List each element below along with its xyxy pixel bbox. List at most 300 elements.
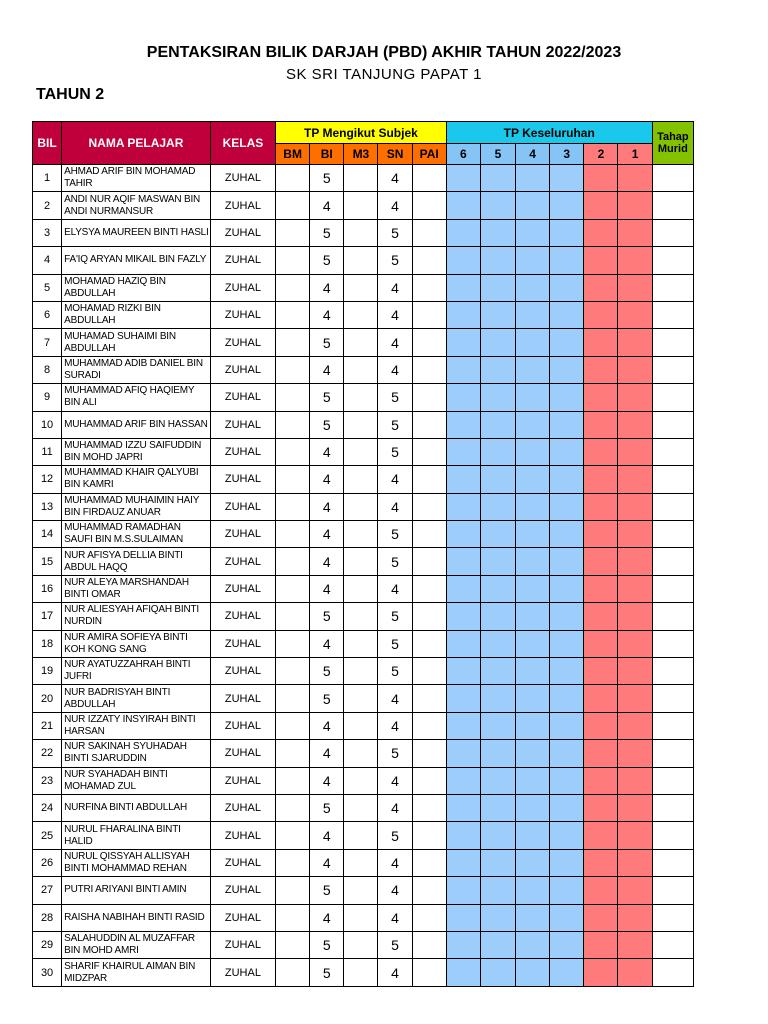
row-tahap xyxy=(652,247,693,274)
row-level-cell xyxy=(550,931,584,958)
table-row xyxy=(33,356,694,383)
row-score-pai xyxy=(412,767,446,794)
table-row xyxy=(33,904,694,931)
row-level-cell xyxy=(516,165,550,192)
row-level-cell xyxy=(446,685,480,712)
row-level-cell xyxy=(446,521,480,548)
row-score-sn: 5 xyxy=(378,438,412,465)
row-score-m3 xyxy=(344,438,378,465)
row-score-m3 xyxy=(344,904,378,931)
row-score-pai xyxy=(412,685,446,712)
header-kelas: KELAS xyxy=(210,122,275,165)
row-tahap xyxy=(652,931,693,958)
row-score-m3 xyxy=(344,822,378,849)
row-level-cell xyxy=(618,712,652,739)
row-score-sn: 5 xyxy=(378,740,412,767)
table-row xyxy=(33,959,694,986)
row-level-cell xyxy=(516,219,550,246)
row-kelas: ZUHAL xyxy=(210,192,275,219)
row-kelas: ZUHAL xyxy=(210,356,275,383)
row-score-sn: 5 xyxy=(378,931,412,958)
row-name: MUHAMMAD MUHAIMIN HAIY BIN FIRDAUZ ANUAR xyxy=(62,493,211,520)
row-tahap xyxy=(652,740,693,767)
row-score-m3 xyxy=(344,356,378,383)
row-level-cell xyxy=(446,411,480,438)
row-level-cell xyxy=(584,493,618,520)
row-score-sn: 4 xyxy=(378,849,412,876)
row-name: SHARIF KHAIRUL AIMAN BIN MIDZPAR xyxy=(62,959,211,986)
row-name: NUR IZZATY INSYIRAH BINTI HARSAN xyxy=(62,712,211,739)
row-level-cell xyxy=(550,165,584,192)
row-score-bm xyxy=(276,849,310,876)
row-kelas: ZUHAL xyxy=(210,575,275,602)
row-tahap xyxy=(652,438,693,465)
row-level-cell xyxy=(550,384,584,411)
row-level-cell xyxy=(516,740,550,767)
row-level-cell xyxy=(516,658,550,685)
row-level-cell xyxy=(516,548,550,575)
row-score-bi: 4 xyxy=(310,630,344,657)
row-score-bi: 5 xyxy=(310,603,344,630)
row-score-bm xyxy=(276,438,310,465)
row-level-cell xyxy=(480,466,515,493)
row-level-cell xyxy=(480,658,515,685)
row-score-bm xyxy=(276,630,310,657)
row-score-sn: 5 xyxy=(378,384,412,411)
row-level-cell xyxy=(480,904,515,931)
year-label: TAHUN 2 xyxy=(36,86,105,103)
row-score-pai xyxy=(412,192,446,219)
row-kelas: ZUHAL xyxy=(210,548,275,575)
row-level-cell xyxy=(446,274,480,301)
row-level-cell xyxy=(550,575,584,602)
row-level-cell xyxy=(516,904,550,931)
row-level-cell xyxy=(618,438,652,465)
row-score-pai xyxy=(412,301,446,328)
row-level-cell xyxy=(584,192,618,219)
row-kelas: ZUHAL xyxy=(210,822,275,849)
row-score-bm xyxy=(276,712,310,739)
row-score-bm xyxy=(276,192,310,219)
row-level-cell xyxy=(550,767,584,794)
table-row xyxy=(33,493,694,520)
row-level-cell xyxy=(618,493,652,520)
table-row xyxy=(33,575,694,602)
row-score-m3 xyxy=(344,959,378,986)
row-kelas: ZUHAL xyxy=(210,877,275,904)
row-level-cell xyxy=(584,329,618,356)
row-score-sn: 5 xyxy=(378,630,412,657)
row-level-cell xyxy=(446,603,480,630)
row-score-m3 xyxy=(344,384,378,411)
row-level-cell xyxy=(584,301,618,328)
row-tahap xyxy=(652,466,693,493)
row-name: NURUL QISSYAH ALLISYAH BINTI MOHAMMAD REHAN xyxy=(62,849,211,876)
row-score-bi: 5 xyxy=(310,959,344,986)
row-score-bi: 5 xyxy=(310,247,344,274)
row-level-cell xyxy=(618,685,652,712)
header-subject-bm: BM xyxy=(276,144,310,165)
row-score-pai xyxy=(412,712,446,739)
row-tahap xyxy=(652,630,693,657)
row-level-cell xyxy=(516,603,550,630)
row-score-bm xyxy=(276,685,310,712)
row-score-pai xyxy=(412,904,446,931)
row-tahap xyxy=(652,712,693,739)
row-score-pai xyxy=(412,548,446,575)
row-level-cell xyxy=(516,438,550,465)
row-score-bi: 4 xyxy=(310,904,344,931)
row-score-sn: 4 xyxy=(378,192,412,219)
row-level-cell xyxy=(618,822,652,849)
row-level-cell xyxy=(480,219,515,246)
row-level-cell xyxy=(618,384,652,411)
row-kelas: ZUHAL xyxy=(210,493,275,520)
row-score-pai xyxy=(412,247,446,274)
table-row xyxy=(33,877,694,904)
row-level-cell xyxy=(446,822,480,849)
row-score-bi: 4 xyxy=(310,740,344,767)
row-level-cell xyxy=(516,192,550,219)
row-score-sn: 4 xyxy=(378,493,412,520)
row-level-cell xyxy=(480,740,515,767)
row-score-bi: 5 xyxy=(310,219,344,246)
row-bil: 14 xyxy=(33,521,62,548)
row-name: ANDI NUR AQIF MASWAN BIN ANDI NURMANSUR xyxy=(62,192,211,219)
table-row xyxy=(33,603,694,630)
row-level-cell xyxy=(446,904,480,931)
header-tahap: Tahap Murid xyxy=(652,122,693,165)
row-level-cell xyxy=(446,630,480,657)
row-level-cell xyxy=(618,192,652,219)
row-level-cell xyxy=(618,301,652,328)
row-level-cell xyxy=(550,329,584,356)
row-bil: 3 xyxy=(33,219,62,246)
row-score-bm xyxy=(276,219,310,246)
row-kelas: ZUHAL xyxy=(210,466,275,493)
row-level-cell xyxy=(618,849,652,876)
row-name: NUR BADRISYAH BINTI ABDULLAH xyxy=(62,685,211,712)
header-subject-pai: PAI xyxy=(412,144,446,165)
row-score-sn: 4 xyxy=(378,959,412,986)
row-name: NURUL FHARALINA BINTI HALID xyxy=(62,822,211,849)
row-score-sn: 4 xyxy=(378,575,412,602)
header-subject-sn: SN xyxy=(378,144,412,165)
row-level-cell xyxy=(446,466,480,493)
row-level-cell xyxy=(480,959,515,986)
row-level-cell xyxy=(516,685,550,712)
table-row xyxy=(33,794,694,821)
row-level-cell xyxy=(446,493,480,520)
row-name: NURFINA BINTI ABDULLAH xyxy=(62,794,211,821)
row-name: RAISHA NABIHAH BINTI RASID xyxy=(62,904,211,931)
row-level-cell xyxy=(550,603,584,630)
header-level-2: 2 xyxy=(584,144,618,165)
table-row xyxy=(33,438,694,465)
table-row xyxy=(33,219,694,246)
row-level-cell xyxy=(584,219,618,246)
row-score-bm xyxy=(276,247,310,274)
header-tp-subject: TP Mengikut Subjek xyxy=(276,122,447,144)
row-level-cell xyxy=(480,767,515,794)
row-level-cell xyxy=(550,466,584,493)
row-level-cell xyxy=(446,192,480,219)
row-name: FA'IQ ARYAN MIKAIL BIN FAZLY xyxy=(62,247,211,274)
row-level-cell xyxy=(584,822,618,849)
row-score-sn: 5 xyxy=(378,822,412,849)
row-level-cell xyxy=(618,274,652,301)
row-score-sn: 4 xyxy=(378,466,412,493)
row-level-cell xyxy=(584,384,618,411)
row-level-cell xyxy=(480,548,515,575)
header-bil: BIL xyxy=(33,122,62,165)
row-level-cell xyxy=(584,466,618,493)
row-bil: 28 xyxy=(33,904,62,931)
table-row xyxy=(33,712,694,739)
row-score-bm xyxy=(276,493,310,520)
row-level-cell xyxy=(618,794,652,821)
row-level-cell xyxy=(550,959,584,986)
row-bil: 22 xyxy=(33,740,62,767)
row-level-cell xyxy=(516,959,550,986)
row-level-cell xyxy=(550,493,584,520)
row-level-cell xyxy=(618,575,652,602)
row-tahap xyxy=(652,877,693,904)
row-level-cell xyxy=(584,794,618,821)
row-score-bi: 4 xyxy=(310,438,344,465)
row-tahap xyxy=(652,548,693,575)
row-score-bi: 4 xyxy=(310,493,344,520)
row-kelas: ZUHAL xyxy=(210,274,275,301)
row-score-bi: 4 xyxy=(310,822,344,849)
row-score-bm xyxy=(276,931,310,958)
row-bil: 23 xyxy=(33,767,62,794)
row-score-bm xyxy=(276,466,310,493)
row-score-m3 xyxy=(344,219,378,246)
row-name: MUHAMMAD ARIF BIN HASSAN xyxy=(62,411,211,438)
row-score-bm xyxy=(276,384,310,411)
row-tahap xyxy=(652,192,693,219)
school-name: SK SRI TANJUNG PAPAT 1 xyxy=(285,66,483,83)
row-score-bi: 4 xyxy=(310,521,344,548)
row-level-cell xyxy=(516,630,550,657)
table-row xyxy=(33,411,694,438)
row-level-cell xyxy=(550,521,584,548)
table-row xyxy=(33,165,694,192)
row-level-cell xyxy=(446,329,480,356)
row-name: MUHAMMAD KHAIR QALYUBI BIN KAMRI xyxy=(62,466,211,493)
row-tahap xyxy=(652,411,693,438)
row-tahap xyxy=(652,329,693,356)
row-level-cell xyxy=(480,247,515,274)
row-level-cell xyxy=(584,575,618,602)
row-score-m3 xyxy=(344,165,378,192)
table-row xyxy=(33,849,694,876)
table-row xyxy=(33,192,694,219)
table-row xyxy=(33,384,694,411)
row-score-sn: 5 xyxy=(378,603,412,630)
row-level-cell xyxy=(550,247,584,274)
row-level-cell xyxy=(516,274,550,301)
row-score-m3 xyxy=(344,658,378,685)
row-score-pai xyxy=(412,356,446,383)
row-score-bm xyxy=(276,740,310,767)
row-level-cell xyxy=(618,603,652,630)
row-score-m3 xyxy=(344,877,378,904)
row-score-m3 xyxy=(344,849,378,876)
row-name: PUTRI ARIYANI BINTI AMIN xyxy=(62,877,211,904)
table-row xyxy=(33,931,694,958)
header-level-6: 6 xyxy=(446,144,480,165)
table-row xyxy=(33,630,694,657)
row-score-bm xyxy=(276,356,310,383)
row-score-m3 xyxy=(344,192,378,219)
row-name: NUR AYATUZZAHRAH BINTI JUFRI xyxy=(62,658,211,685)
row-level-cell xyxy=(446,356,480,383)
row-level-cell xyxy=(584,603,618,630)
row-bil: 26 xyxy=(33,849,62,876)
row-score-sn: 5 xyxy=(378,658,412,685)
row-level-cell xyxy=(550,356,584,383)
row-score-bm xyxy=(276,904,310,931)
row-level-cell xyxy=(618,904,652,931)
row-level-cell xyxy=(480,384,515,411)
row-level-cell xyxy=(446,877,480,904)
row-bil: 7 xyxy=(33,329,62,356)
row-score-pai xyxy=(412,822,446,849)
row-level-cell xyxy=(480,493,515,520)
row-score-bi: 5 xyxy=(310,931,344,958)
row-score-sn: 4 xyxy=(378,877,412,904)
row-level-cell xyxy=(550,630,584,657)
row-name: MOHAMAD RIZKI BIN ABDULLAH xyxy=(62,301,211,328)
row-level-cell xyxy=(618,247,652,274)
row-name: MUHAMMAD AFIQ HAQIEMY BIN ALI xyxy=(62,384,211,411)
row-level-cell xyxy=(446,548,480,575)
row-score-bi: 5 xyxy=(310,658,344,685)
row-level-cell xyxy=(516,329,550,356)
row-level-cell xyxy=(480,165,515,192)
row-level-cell xyxy=(584,165,618,192)
row-score-bm xyxy=(276,959,310,986)
row-score-bi: 5 xyxy=(310,165,344,192)
row-level-cell xyxy=(480,438,515,465)
row-level-cell xyxy=(516,849,550,876)
row-score-m3 xyxy=(344,740,378,767)
row-level-cell xyxy=(550,822,584,849)
row-bil: 12 xyxy=(33,466,62,493)
row-level-cell xyxy=(516,411,550,438)
header-level-1: 1 xyxy=(618,144,652,165)
row-bil: 6 xyxy=(33,301,62,328)
row-kelas: ZUHAL xyxy=(210,411,275,438)
table-row xyxy=(33,658,694,685)
header-name: NAMA PELAJAR xyxy=(62,122,211,165)
row-bil: 2 xyxy=(33,192,62,219)
row-level-cell xyxy=(584,931,618,958)
row-score-bm xyxy=(276,658,310,685)
row-bil: 1 xyxy=(33,165,62,192)
row-bil: 5 xyxy=(33,274,62,301)
row-level-cell xyxy=(446,767,480,794)
row-level-cell xyxy=(516,822,550,849)
row-name: NUR AFISYA DELLIA BINTI ABDUL HAQQ xyxy=(62,548,211,575)
row-score-m3 xyxy=(344,575,378,602)
row-score-sn: 5 xyxy=(378,219,412,246)
row-level-cell xyxy=(516,931,550,958)
row-level-cell xyxy=(584,740,618,767)
row-level-cell xyxy=(618,877,652,904)
row-score-bi: 5 xyxy=(310,384,344,411)
row-score-bi: 4 xyxy=(310,548,344,575)
row-kelas: ZUHAL xyxy=(210,959,275,986)
row-level-cell xyxy=(550,219,584,246)
row-level-cell xyxy=(618,219,652,246)
row-score-pai xyxy=(412,575,446,602)
row-score-m3 xyxy=(344,247,378,274)
page-title: PENTAKSIRAN BILIK DARJAH (PBD) AKHIR TAHUN 2022/2023 xyxy=(146,44,622,61)
row-level-cell xyxy=(516,575,550,602)
row-score-bm xyxy=(276,603,310,630)
table-row xyxy=(33,274,694,301)
row-score-m3 xyxy=(344,685,378,712)
row-score-pai xyxy=(412,603,446,630)
row-score-bi: 4 xyxy=(310,575,344,602)
row-score-bi: 5 xyxy=(310,877,344,904)
row-score-bm xyxy=(276,521,310,548)
row-name: MUHAMMAD RAMADHAN SAUFI BIN M.S.SULAIMAN xyxy=(62,521,211,548)
row-score-bi: 4 xyxy=(310,356,344,383)
row-kelas: ZUHAL xyxy=(210,904,275,931)
row-level-cell xyxy=(480,301,515,328)
row-score-sn: 5 xyxy=(378,247,412,274)
row-level-cell xyxy=(480,931,515,958)
row-bil: 30 xyxy=(33,959,62,986)
row-score-sn: 4 xyxy=(378,685,412,712)
row-score-m3 xyxy=(344,603,378,630)
row-tahap xyxy=(652,219,693,246)
row-kelas: ZUHAL xyxy=(210,329,275,356)
row-kelas: ZUHAL xyxy=(210,384,275,411)
row-tahap xyxy=(652,521,693,548)
row-level-cell xyxy=(516,877,550,904)
row-tahap xyxy=(652,685,693,712)
row-level-cell xyxy=(584,658,618,685)
row-bil: 21 xyxy=(33,712,62,739)
row-bil: 17 xyxy=(33,603,62,630)
row-level-cell xyxy=(584,438,618,465)
row-score-bm xyxy=(276,767,310,794)
row-level-cell xyxy=(618,548,652,575)
row-score-m3 xyxy=(344,466,378,493)
row-level-cell xyxy=(446,849,480,876)
row-score-pai xyxy=(412,411,446,438)
row-level-cell xyxy=(584,959,618,986)
row-score-bm xyxy=(276,794,310,821)
table-row xyxy=(33,822,694,849)
row-tahap xyxy=(652,767,693,794)
row-score-bm xyxy=(276,548,310,575)
row-level-cell xyxy=(584,877,618,904)
row-level-cell xyxy=(446,301,480,328)
row-score-bi: 4 xyxy=(310,712,344,739)
row-level-cell xyxy=(550,301,584,328)
row-score-bm xyxy=(276,411,310,438)
row-bil: 10 xyxy=(33,411,62,438)
row-level-cell xyxy=(584,356,618,383)
row-score-bi: 5 xyxy=(310,411,344,438)
row-level-cell xyxy=(446,740,480,767)
